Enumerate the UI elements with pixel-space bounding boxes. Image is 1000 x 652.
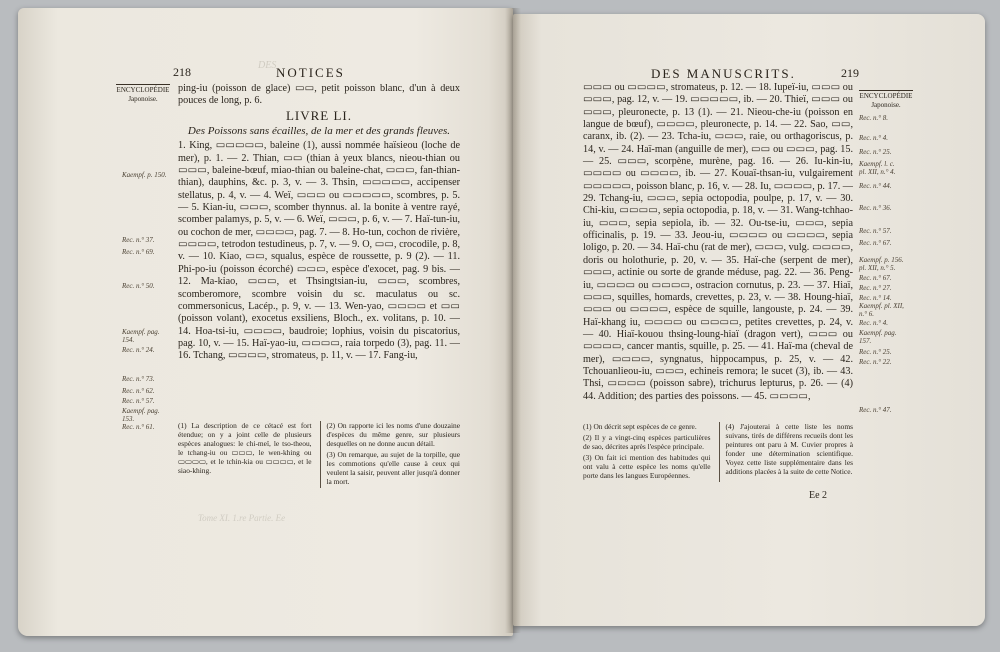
footnote-column <box>583 422 711 482</box>
margin-note: Rec. n.° 61. <box>122 423 155 431</box>
footnote: (3) On fait ici mention des habitudes qui ont valu à cette espèce les noms qu'elle porte dans les langues Européennes. <box>583 453 711 480</box>
margin-note: Rec. n.° 57. <box>122 397 155 405</box>
margin-note: Rec. n.° 14. <box>859 294 892 302</box>
margin-note: Rec. n.° 24. <box>122 346 155 354</box>
footnote-column <box>719 422 854 482</box>
footnote: (2) On rapporte ici les noms d'une douzaine d'espèces du même genre, sur plusieurs desquelles on ne donne aucun détail. <box>326 421 460 448</box>
margin-note: Kaempf. l. c. <box>859 160 895 168</box>
margin-note: Rec. n.° 47. <box>859 406 892 414</box>
left-body <box>178 83 460 363</box>
left-margin-head <box>116 84 170 104</box>
footnote-column <box>178 421 312 488</box>
margin-note: Kaempf. pag. <box>122 407 160 415</box>
right-page-number: 219 <box>841 66 859 80</box>
margin-note: Rec. n.° 67. <box>859 274 892 282</box>
margin-head-line: Japonoise. <box>871 101 901 109</box>
footnote: (1) On décrit sept espèces de ce genre. <box>583 422 697 431</box>
footnote: (2) Il y a vingt-cinq espèces particulières de sao, décrites après l'espèce principale. <box>583 433 711 451</box>
signature-mark: Ee 2 <box>809 490 828 501</box>
margin-note: Kaempf. p. 156. <box>859 256 904 264</box>
margin-note: Rec. n.° 57. <box>859 227 892 235</box>
margin-note: Rec. n.° 36. <box>859 204 892 212</box>
margin-note: 157. <box>859 337 872 345</box>
catalogue-entries: 1. King, ▭▭▭▭▭, baleine (1), aussi nommée haïsieou (loche de mer), p. 1. — 2. Thian, ▭▭ (thian à yeux blancs, nieou-thian ou ▭▭▭, baleine-bœuf, miao-thian ou baleine-chat, ▭▭▭, fan-thian-thian), dauphins, &c. p. 3, v. — 3. Thsin, ▭▭▭▭▭, accipenser stellatus, p. 4, v. — 4. Weï, ▭▭▭ ou ▭▭▭▭▭, scombres, p. 5. — 5. Kian-iu, ▭▭▭, scomber thynnus. al. la bonite à ventre rayé, scomber palamys, p. 5, v. — 6. Weï, ▭▭▭, p. 6, v. — 7. Haï-tun-iu, ou cochon de mer, ▭▭▭▭, pag. 7. — 8. Ho-tun, cochon de rivière, ▭▭▭▭, tetrodon testudineus, p. 7, v. — 9. O, ▭▭, crocodile, p. 8, v. — 10. Kiao, ▭▭, squalus, espèce de roussette, p. 9 (2). — 11. Phi-po-iu (poisson écorché) ▭▭▭, espèce d'exocet, pag. 9 bis. — 12. Ma-kiao, ▭▭▭, et Thsingtsian-iu, ▭▭▭, scombres, scomberomore, scombre voisin du sc. maculatus ou sc. commersonicus, Lacép., p. 9, v. — 13. Wen-yao, ▭▭▭▭ et ▭▭ (poisson volant), exocetus exsiliens, Bloch., ex. volitans, p. 10. — 14. Hoa-tsi-iu, ▭▭▭▭, baudroie; lophius, voisin du piscatorius, pag. 10, v. — 15. Haï-yao-iu, ▭▭▭▭, raia torpedo (3), pag. 11. — 16. Tchang, ▭▭▭▭, stromateus, p. 11, v. — 17. Fang-iu, <box>178 140 460 362</box>
margin-note: Rec. n.° 37. <box>122 236 155 244</box>
margin-note: Rec. n.° 67. <box>859 239 892 247</box>
right-body <box>583 82 853 403</box>
right-footnotes <box>583 422 853 482</box>
right-running-head: DES MANUSCRITS. <box>651 66 796 81</box>
show-through-signature: Tome XI. 1.re Partie. Ee <box>198 513 286 523</box>
section-title: Des Poissons sans écailles, de la mer et des grands fleuves. <box>187 125 451 138</box>
margin-note: n.° 6. <box>859 310 875 318</box>
footnote-column <box>320 421 461 488</box>
margin-note: Rec. n.° 27. <box>859 284 892 292</box>
margin-note: Rec. n.° 4. <box>859 134 889 142</box>
show-through-text: DES <box>258 60 277 71</box>
margin-note: Kaempf. pag. <box>122 328 160 336</box>
margin-note: Rec. n.° 69. <box>122 248 155 256</box>
book-title: LIVRE LI. <box>285 107 353 123</box>
footnote: (3) On remarque, au sujet de la torpille, que les commotions qu'elle cause à ceux qui veulent la saisir, peuvent aller jusqu'à donner la mort. <box>326 450 460 486</box>
right-margin-head <box>859 90 913 110</box>
margin-note: Rec. n.° 22. <box>859 358 892 366</box>
margin-note: pl. XII, n.° 5. <box>859 264 896 272</box>
footnote: (4) J'ajouterai à cette liste les noms suivans, tirés de différens recueils dont les peintures ont paru à M. Cuvier propres à fonder une détermination scientifique. Voyez cette liste supplémentaire dans les additions placées à la suite de cette Notice. <box>725 422 853 476</box>
margin-head-line: ENCYCLOPÉDIE <box>859 92 913 100</box>
margin-note: pl. XII, n.° 4. <box>859 168 896 176</box>
margin-note: Rec. n.° 4. <box>859 319 889 327</box>
margin-head-line: Japonoise. <box>128 95 158 103</box>
margin-note: Rec. n.° 25. <box>859 348 892 356</box>
margin-note: Rec. n.° 25. <box>859 148 892 156</box>
margin-head-line: ENCYCLOPÉDIE <box>116 86 170 94</box>
continuation-text: ping-iu (poisson de glace) ▭▭, petit poisson blanc, d'un à deux pouces de long, p. 6. <box>178 83 460 107</box>
margin-note: Rec. n.° 50. <box>122 282 155 290</box>
right-page <box>513 14 985 626</box>
margin-note: 154. <box>122 336 135 344</box>
margin-note: Kaempf. pag. <box>859 329 897 337</box>
left-running-head: NOTICES <box>276 65 345 80</box>
left-page-number: 218 <box>173 65 191 79</box>
margin-note: 153. <box>122 415 135 423</box>
margin-note: Kaempf. pl. XII, <box>859 302 904 310</box>
margin-note: Rec. n.° 62. <box>122 387 155 395</box>
margin-note: Rec. n.° 44. <box>859 182 892 190</box>
catalogue-entries: ▭▭▭ ou ▭▭▭▭, stromateus, p. 12. — 18. Iupeï-iu, ▭▭▭ ou ▭▭▭, pag. 12, v. — 19. ▭▭▭▭▭, ib. — 20. Thieï, ▭▭▭ ou ▭▭▭, pleuronecte, p. 13 (1). — 21. Nieou-che-iu (poisson en langue de bœuf), ▭▭▭▭, pleuronecte, p. 14. — 22. Sao, ▭▭, caranx, ib. (2). — 23. Tcha-iu, ▭▭▭, raie, ou orthagoriscus, p. 14, v. — 24. Haï-man (anguille de mer), ▭▭ ou ▭▭▭, pag. 15. — 25. ▭▭▭, scorpène, murène, pag. 16. — 26. Iu-kin-iu, ▭▭▭▭ ou ▭▭▭▭, ib. — 27. Kouaï-thsan-iu, vulgairement ▭▭▭▭▭, poisson blanc, p. 16, v. — 28. Iu, ▭▭▭▭, p. 17. — 29. Tchang-iu, ▭▭▭, sepia octopodia, poulpe, p. 17, v. — 30. Chi-kiu, ▭▭▭▭, sepia octopodia, p. 18, v. — 31. Wang-tchhao-iu, ▭▭▭, sepia sepiola, ib. — 32. Ou-tse-iu, ▭▭▭, sepia officinalis, p. 19. — 33. Jeou-iu, ▭▭▭▭ ou ▭▭▭▭, sepia loligo, p. 20. — 34. Haï-chu (rat de mer), ▭▭▭, vulg. ▭▭▭▭, doris ou holothurie, p. 20, v. — 35. Haï-che (serpent de mer), ▭▭▭, actinie ou sorte de grande méduse, pag. 22. — 36. Peng-iu, ▭▭▭▭ ou ▭▭▭▭, ostracion cornutus, p. 23. — 37. Hiaï, ▭▭▭, squilles, homards, crevettes, p. 23, v. — 38. Houng-hiaï, ▭▭▭ ou ▭▭▭▭, espèce de squille, langouste, p. 24. — 39. Haï-khang iu, ▭▭▭▭ ou ▭▭▭▭, petites crevettes, p. 24, v. — 40. Hiaï-kouou thsing-loung-hiaï (dragon vert), ▭▭▭ ou ▭▭▭▭, cancer mantis, squille, p. 25. — 41. Haï-ma (cheval de mer), ▭▭▭▭, syngnatus, hippocampus, p. 25, v. — 42. Tchouanlieou-iu, ▭▭▭, echineis remora; le sucet (3), ib. — 43. Thsi, ▭▭▭▭ (poisson sabre), trichurus lepturus, p. 26. — (4) 44. Addition; des parties des poissons. — 45. ▭▭▭▭, <box>583 82 853 402</box>
margin-note: Rec. n.° 73. <box>122 375 155 383</box>
margin-note: Rec. n.° 8. <box>859 114 889 122</box>
footnote: (1) La description de ce cétacé est fort étendue; on y a joint celle de plusieurs espèces analogues: le chi-meï, le tso-theou, le tchang-iu ou ▭▭▭, le wen-khing ou ▭▭▭▭, et le tchin-kia ou ▭▭▭▭, et le siao-khing. <box>178 421 312 475</box>
left-page <box>18 8 513 636</box>
margin-note: Kaempf. p. 150. <box>122 171 167 179</box>
left-footnotes <box>178 421 460 488</box>
